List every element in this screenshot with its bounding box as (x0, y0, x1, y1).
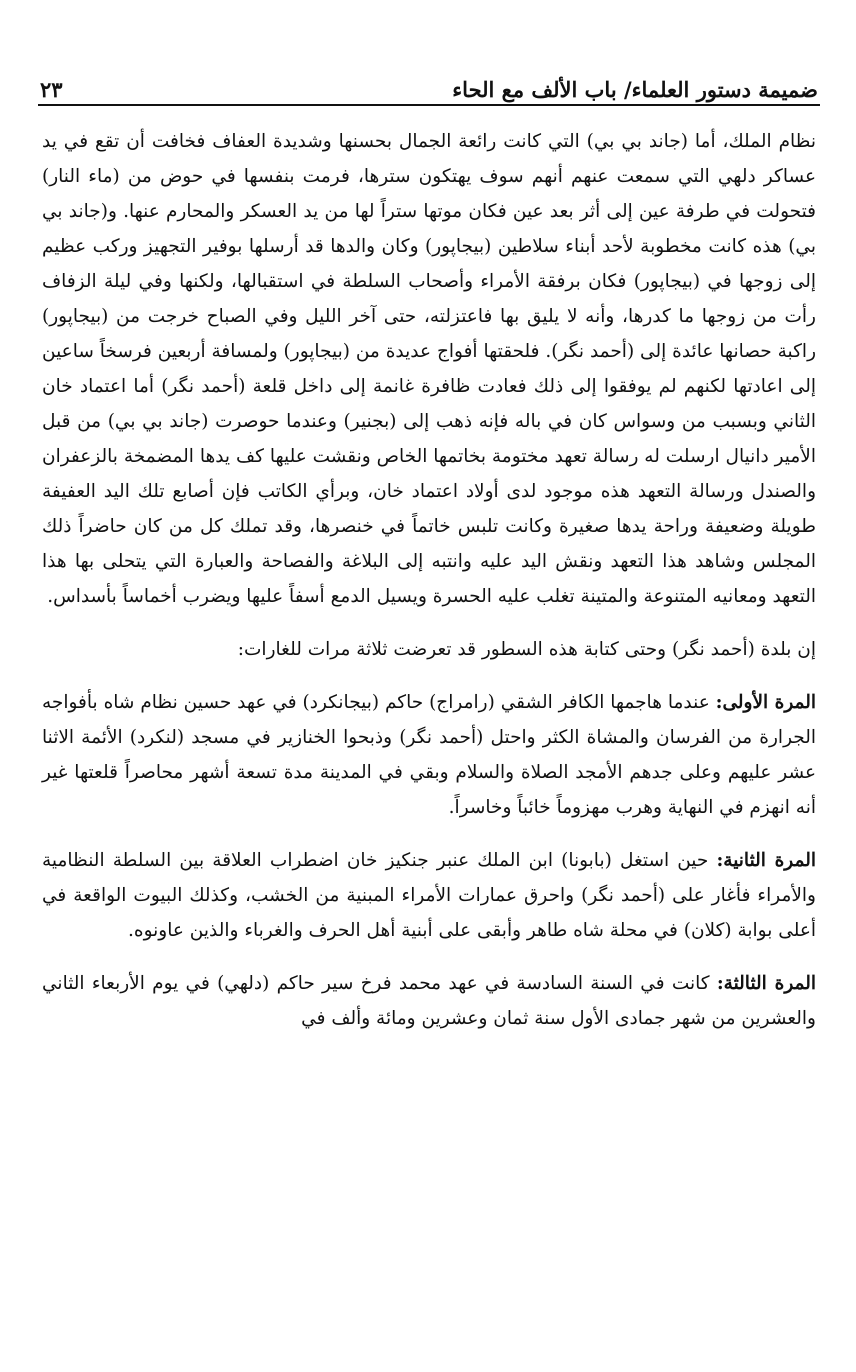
paragraph-chand-bibi (42, 124, 816, 614)
paragraph-third-raid (42, 966, 816, 1036)
paragraph-first-raid (42, 685, 816, 825)
running-title: ضميمة دستور العلماء/ باب الألف مع الحاء (452, 77, 818, 102)
paragraph-text: عندما هاجمها الكافر الشقي (رامراج) حاكم (بيجانكرد) في عهد حسين نظام شاه بأفواجه الجرارة من الفرسان والمشاة الكثر واحتل (أحمد نگر) وذبحوا الخنازير في مسجد (لنكرد) الأئمة الاثنا عشر عليهم وعلى جدهم الأمجد الصلاة والسلام وبقي في المدينة مدة تسعة أشهر محاصراً قلعتها غير أنه انهزم في النهاية وهرب مهزوماً خائباً وخاسراً. (42, 692, 816, 818)
paragraph-lead: المرة الثالثة: (716, 973, 816, 994)
paragraph-lead: المرة الأولى: (715, 692, 817, 713)
running-header (40, 62, 818, 102)
paragraph-text: إن بلدة (أحمد نگر) وحتى كتابة هذه السطور قد تعرضت ثلاثة مرات للغارات: (237, 639, 816, 660)
paragraph-text: نظام الملك، أما (جاند بي بي) التي كانت رائعة الجمال بحسنها وشديدة العفاف فخافت أن تقع في يد عساكر دلهي التي سمعت عنهم أنهم سوف يهتكون سترها، فرمت بنفسها في حوض من (ماء النار) فتحولت في طرفة عين إلى أثر بعد عين فكان موتها ستراً لها من يد العسكر والمحارم عنها. و(جاند بي بي) هذه كانت مخطوبة لأحد أبناء سلاطين (بيجاپور) وكان والدها قد أرسلها بوفير التجهيز وركب عظيم إلى زوجها في (بيجاپور) فكان برفقة الأمراء وأصحاب السلطة في استقبالها، ولكنها وفي ليلة الزفاف رأت من زوجها ما كدرها، وأنه لا يليق بها فاعتزلته، حتى آخر الليل وفي الصباح خرجت من (بيجاپور) راكبة حصانها عائدة إلى (أحمد نگر). فلحقتها أفواج عديدة من (بيجاپور) ولمسافة أربعين فرسخاً ساعين إلى اعادتها لكنهم لم يوفقوا إلى ذلك فعادت ظافرة غانمة إلى داخل قلعة (أحمد نگر) أما اعتماد خان الثاني وبسبب من وسواس كان في باله فإنه ذهب إلى (بجنير) وعندما حوصرت (جاند بي بي) من قبل الأمير دانيال ارسلت له رسالة تعهد مختومة بخاتمها الخاص ونقشت عليها كف يدها المضمخة بالزعفران والصندل ورسالة التعهد هذه موجود لدى أولاد اعتماد خان، وبرأي الكاتب فإن أصابع تلك اليد العفيفة طويلة وضعيفة وراحة يدها صغيرة وكانت تلبس خاتماً في خنصرها، وقد تملك كل من كان حاضراً ذلك المجلس وشاهد هذا التعهد ونقش اليد عليه وانتبه إلى البلاغة والفصاحة والعبارة التي يتحلى بها هذا التعهد ومعانيه المتنوعة والمتينة تغلب عليه الحسرة ويسيل الدمع أسفاً عليها ويضرب أخماساً بأسداس. (42, 131, 816, 607)
header-rule (38, 104, 820, 106)
page-body (42, 124, 816, 1036)
paragraph-text: حين استغل (بابونا) ابن الملك عنبر جنكيز خان اضطراب العلاقة بين السلطة النظامية والأمراء فأغار على (أحمد نگر) واحرق عمارات الأمراء المبنية من الخشب، وكذلك البيوت الواقعة في أعلى بوابة (كلان) في محلة شاه طاهر وأبقى على أبنية أهل الحرف والغرباء والذين عاونوه. (42, 850, 816, 941)
paragraph-text: كانت في السنة السادسة في عهد محمد فرخ سير حاكم (دلهي) في يوم الأربعاء الثاني والعشرين من شهر جمادى الأول سنة ثمان وعشرين ومائة وألف في (42, 973, 816, 1029)
paragraph-second-raid (42, 843, 816, 948)
page-number: ٢٣ (40, 77, 63, 102)
paragraph-raids-intro (42, 632, 816, 667)
paragraph-lead: المرة الثانية: (716, 850, 816, 871)
